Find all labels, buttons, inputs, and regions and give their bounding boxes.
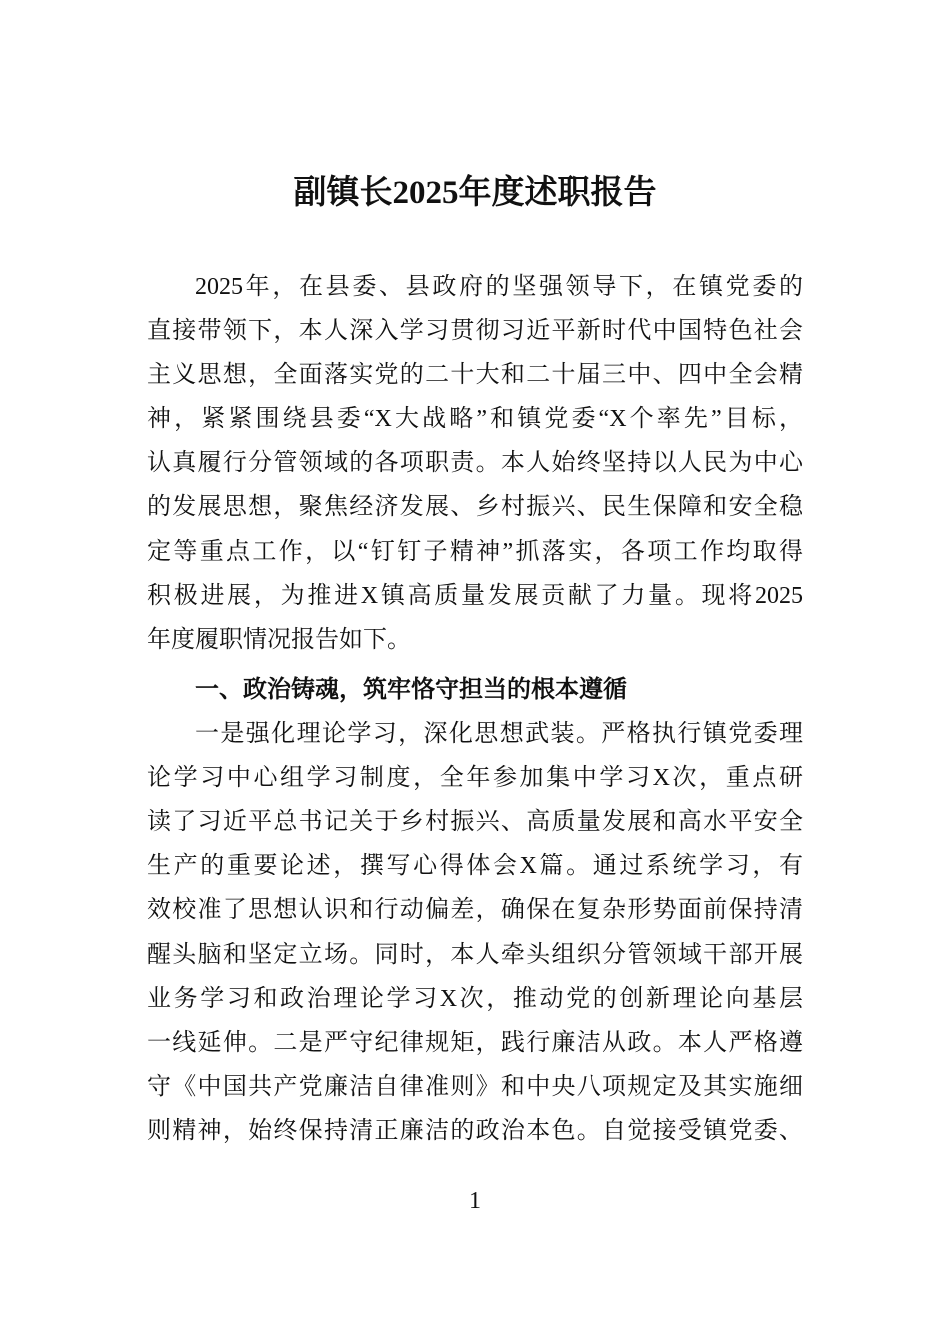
section-1 — [147, 668, 803, 1153]
text-line: 认真履行分管领域的各项职责。本人始终坚持以人民为中心 — [147, 450, 803, 477]
text-line: 积极进展，为推进X镇高质量发展贡献了力量。现将2025 — [147, 582, 803, 609]
text-line: 醒头脑和坚定立场。同时，本人牵头组织分管领域干部开展 — [147, 941, 803, 968]
text-line: 论学习中心组学习制度，全年参加集中学习X次，重点研 — [147, 765, 803, 792]
text-line: 业务学习和政治理论学习X次，推动党的创新理论向基层 — [147, 985, 803, 1012]
text-line: 读了习近平总书记关于乡村振兴、高质量发展和高水平安全 — [147, 809, 803, 836]
text-line: 年度履职情况报告如下。 — [147, 626, 411, 653]
text-line: 则精神，始终保持清正廉洁的政治本色。自觉接受镇党委、 — [147, 1117, 803, 1144]
text-line: 2025年，在县委、县政府的坚强领导下，在镇党委的 — [195, 274, 803, 300]
text-line: 效校准了思想认识和行动偏差，确保在复杂形势面前保持清 — [147, 897, 803, 924]
text-line: 神，紧紧围绕县委“X大战略”和镇党委“X个率先”目标， — [147, 406, 803, 433]
text-line: 主义思想，全面落实党的二十大和二十届三中、四中全会精 — [147, 362, 803, 389]
text-line: 的发展思想，聚焦经济发展、乡村振兴、民生保障和安全稳 — [147, 494, 803, 521]
text-line: 守《中国共产党廉洁自律准则》和中央八项规定及其实施细 — [147, 1073, 803, 1100]
document-title: 副镇长2025年度述职报告 — [293, 175, 657, 211]
text-line: 生产的重要论述，撰写心得体会X篇。通过系统学习，有 — [147, 853, 803, 880]
text-line: 定等重点工作，以“钉钉子精神”抓落实，各项工作均取得 — [147, 538, 803, 565]
section-heading: 一、政治铸魂，筑牢恪守担当的根本遵循 — [195, 676, 627, 703]
text-line: 一是强化理论学习，深化思想武装。严格执行镇党委理 — [195, 721, 803, 748]
intro-paragraph — [147, 265, 803, 662]
section-1-paragraph — [147, 712, 803, 1153]
text-line: 一线延伸。二是严守纪律规矩，践行廉洁从政。本人严格遵 — [147, 1029, 803, 1056]
page-number: 1 — [469, 1188, 481, 1214]
text-line: 直接带领下，本人深入学习贯彻习近平新时代中国特色社会 — [147, 318, 803, 345]
